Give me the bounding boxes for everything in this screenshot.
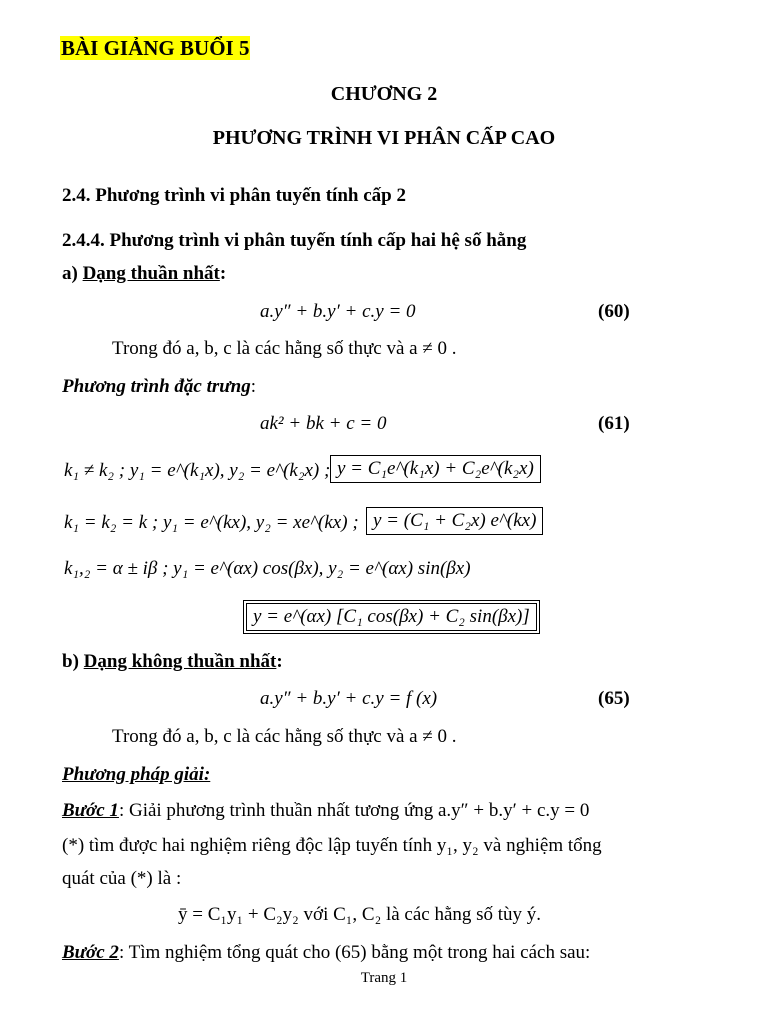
general-solution: ȳ = C₁y₁ + C₂y₂ với C₁, C₂ là các hằng số tùy ý. xyxy=(178,904,542,925)
step-2: Bước 2: Tìm nghiệm tổng quát cho (65) bằng một trong hai cách sau: xyxy=(62,942,591,963)
characteristic-title: Phương trình đặc trưng: xyxy=(62,376,256,397)
case-distinct-roots: k₁ ≠ k₂ ; y₁ = e^(k₁x), y₂ = e^(k₂x) ; xyxy=(64,460,331,481)
step-1-line-1: Bước 1: Giải phương trình thuần nhất tương ứng a.y″ + b.y′ + c.y = 0 xyxy=(62,800,590,821)
equation-61-number: (61) xyxy=(598,413,630,434)
step-1-line-2: (*) tìm được hai nghiệm riêng độc lập tuyến tính y₁, y₂ và nghiệm tổng xyxy=(62,835,602,856)
section-2-4: 2.4. Phương trình vi phân tuyến tính cấp 2 xyxy=(62,185,406,206)
equation-60-number: (60) xyxy=(598,301,630,322)
case-complex-roots: k₁,₂ = α ± iβ ; y₁ = e^(αx) cos(βx), y₂ = e^(αx) sin(βx) xyxy=(64,558,471,579)
where-line-1: Trong đó a, b, c là các hằng số thực và a ≠ 0 . xyxy=(112,338,457,359)
equation-65-number: (65) xyxy=(598,688,630,709)
section-2-4-4: 2.4.4. Phương trình vi phân tuyến tính cấp hai hệ số hằng xyxy=(62,230,527,251)
case-complex-roots-solution: y = e^(αx) [C₁ cos(βx) + C₂ sin(βx)] xyxy=(246,603,537,631)
lecture-heading: BÀI GIẢNG BUỔI 5 xyxy=(61,36,250,60)
subsection-a: a) Dạng thuần nhất: xyxy=(62,263,227,284)
step-1-line-3: quát của (*) là : xyxy=(62,868,182,889)
case-double-root-solution: y = (C₁ + C₂x) e^(kx) xyxy=(366,507,543,535)
page-number: Trang 1 xyxy=(360,970,408,986)
chapter-heading: CHƯƠNG 2 xyxy=(330,83,438,105)
equation-61: ak² + bk + c = 0 xyxy=(260,413,387,434)
method-title: Phương pháp giải: xyxy=(62,764,211,785)
where-line-2: Trong đó a, b, c là các hằng số thực và a ≠ 0 . xyxy=(112,726,457,747)
equation-65: a.y″ + b.y′ + c.y = f (x) xyxy=(260,688,438,709)
equation-60: a.y″ + b.y′ + c.y = 0 xyxy=(260,301,416,322)
case-distinct-roots-solution: y = C₁e^(k₁x) + C₂e^(k₂x) xyxy=(330,455,541,483)
subsection-b: b) Dạng không thuần nhất: xyxy=(62,651,283,672)
case-double-root: k₁ = k₂ = k ; y₁ = e^(kx), y₂ = xe^(kx) ; xyxy=(64,512,359,533)
chapter-title: PHƯƠNG TRÌNH VI PHÂN CẤP CAO xyxy=(212,127,556,149)
